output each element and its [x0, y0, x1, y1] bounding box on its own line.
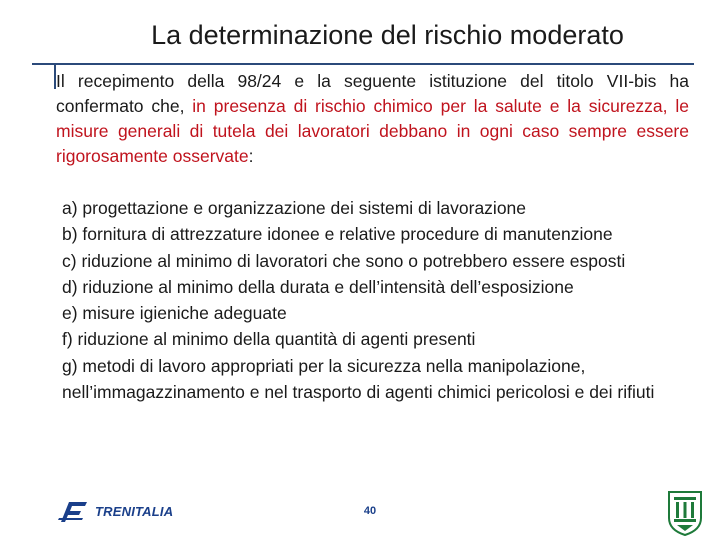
crest-icon: [666, 490, 704, 536]
trenitalia-logo: [57, 494, 173, 528]
intro-end: :: [248, 146, 254, 166]
page-number: 40: [363, 505, 377, 517]
intro-paragraph: [56, 69, 689, 169]
intro-text: Il recepimento della 98/24 e la seguente istituzione del titolo VII-bis ha confermato che,: [56, 71, 689, 116]
list-item: f) riduzione al minimo della quantità di agenti presenti: [62, 329, 476, 350]
measures-list: [62, 195, 712, 405]
title-divider: [32, 63, 694, 65]
list-item: g) metodi di lavoro appropriati per la sicurezza nella manipolazione, nell’immagazzinamento e nel trasporto di agenti chimici pericolosi e dei rifiuti: [62, 355, 655, 403]
fs-logo-icon: [57, 496, 91, 526]
intro-highlight: in presenza di rischio chimico per la salute e la sicurezza, le misure generali di tutela dei lavoratori debbano in ogni caso sempre essere rigorosamente osservate: [56, 96, 689, 166]
list-item: a) progettazione e organizzazione dei sistemi di lavorazione: [62, 198, 527, 218]
list-item: d) riduzione al minimo della durata e dell’intensità dell’esposizione: [62, 276, 574, 297]
slide-title: La determinazione del rischio moderato: [151, 20, 624, 50]
list-item: c) riduzione al minimo di lavoratori che sono o potrebbero essere esposti: [62, 250, 626, 271]
brand-name: TRENITALIA: [95, 503, 174, 519]
list-item: e) misure igieniche adeguate: [62, 303, 287, 324]
list-item: b) fornitura di attrezzature idonee e relative procedure di manutenzione: [62, 224, 613, 245]
